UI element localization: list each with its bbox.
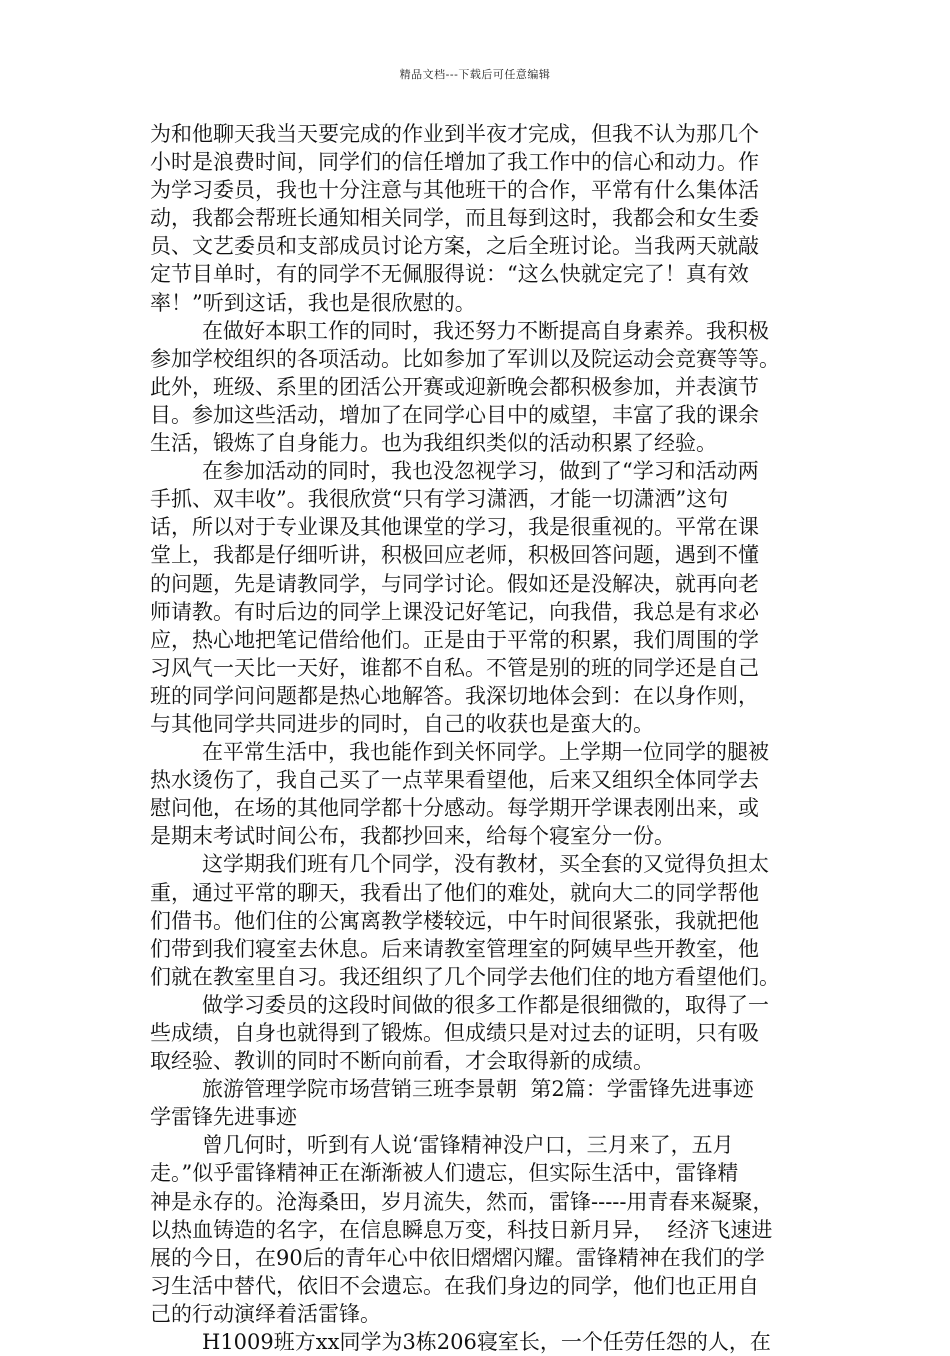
text-line: 为学习委员，我也十分注意与其他班干的合作，平常有什么集体活 [150, 178, 759, 203]
text-line: 师请教。有时后边的同学上课没记好笔记，向我借，我总是有求必 [150, 599, 759, 624]
document-body [150, 120, 810, 1356]
text-line: 为和他聊天我当天要完成的作业到半夜才完成，但我不认为那几个 [150, 122, 759, 146]
text-line: 们带到我们寝室去休息。后来请教室管理室的阿姨早些开教室，他 [150, 936, 759, 961]
text-line: 生活，锻炼了自身能力。也为我组织类似的活动积累了经验。 [150, 431, 717, 456]
text-line: 神是永存的。沧海桑田，岁月流失，然而，雷锋-----用青春来凝聚， [150, 1189, 774, 1214]
text-line: 这学期我们班有几个同学，没有教材，买全套的又觉得负担太 [202, 852, 769, 877]
text-line: 们借书。他们住的公寓离教学楼较远，中午时间很紧张，我就把他 [150, 908, 759, 933]
text-line: 堂上，我都是仔细听讲，积极回应老师，积极回答问题，遇到不懂 [150, 543, 759, 568]
text-line: 此外，班级、系里的团活公开赛或迎新晚会都积极参加，并表演节 [150, 374, 759, 399]
text-line: 的问题，先是请教同学，与同学讨论。假如还是没解决，就再向老 [150, 571, 759, 596]
text-line: 目。参加这些活动，增加了在同学心目中的威望，丰富了我的课余 [150, 402, 759, 427]
text-line: 在参加活动的同时，我也没忽视学习，做到了“学习和活动两 [202, 459, 759, 484]
text-line: 曾几何时，听到有人说‘雷锋精神没户口，三月来了，五月 [202, 1133, 734, 1158]
text-line: 话，所以对于专业课及其他课堂的学习，我是很重视的。平常在课 [150, 515, 759, 540]
text-line: 己的行动演绎着活雷锋。 [150, 1301, 381, 1326]
text-line: 是期末考试时间公布，我都抄回来，给每个寝室分一份。 [150, 824, 675, 849]
text-line: 习生活中替代，依旧不会遗忘。在我们身边的同学，他们也正用自 [150, 1273, 759, 1298]
text-line: 在平常生活中，我也能作到关怀同学。上学期一位同学的腿被 [202, 740, 769, 765]
text-line: 热水烫伤了，我自己买了一点苹果看望他，后来又组织全体同学去 [150, 768, 759, 793]
text-line: H1009班方xx同学为3栋206寝室长，一个任劳任怨的人，在 [202, 1330, 771, 1355]
text-line: 动，我都会帮班长通知相关同学，而且每到这时，我都会和女生委 [150, 206, 759, 231]
text-line: 以热血铸造的名字，在信息瞬息万变，科技日新月异， 经济飞速进 [150, 1217, 773, 1242]
text-line: 小时是浪费时间，同学们的信任增加了我工作中的信心和动力。作 [150, 150, 759, 175]
text-line: 做学习委员的这段时间做的很多工作都是很细微的，取得了一 [202, 992, 769, 1017]
text-line: 参加学校组织的各项活动。比如参加了军训以及院运动会竞赛等等。 [150, 346, 780, 371]
page-header: 精品文档---下载后可任意编辑 [399, 68, 551, 81]
text-line: 手抓、双丰收”。我很欣赏“只有学习潇洒，才能一切潇洒”这句 [150, 487, 729, 512]
text-line: 应，热心地把笔记借给他们。正是由于平常的积累，我们周围的学 [150, 627, 759, 652]
text-line: 们就在教室里自习。我还组织了几个同学去他们住的地方看望他们。 [150, 964, 780, 989]
text-line: 班的同学问问题都是热心地解答。我深切地体会到：在以身作则， [150, 683, 759, 708]
text-line: 习风气一天比一天好，谁都不自私。不管是别的班的同学还是自己 [150, 655, 759, 680]
text-line: 重，通过平常的聊天，我看出了他们的难处，就向大二的同学帮他 [150, 880, 759, 905]
text-line: 率！”听到这话，我也是很欣慰的。 [150, 290, 476, 315]
text-line: 定节目单时，有的同学不无佩服得说：“这么快就定完了！真有效 [150, 262, 749, 287]
text-line: 员、文艺委员和支部成员讨论方案，之后全班讨论。当我两天就敲 [150, 234, 759, 259]
text-line: 走。”似乎雷锋精神正在渐渐被人们遗忘，但实际生活中，雷锋精 [150, 1161, 739, 1186]
text-line: 与其他同学共同进步的同时，自己的收获也是蛮大的。 [150, 711, 654, 736]
text-line: 旅游管理学院市场营销三班李景朝 第2篇：学雷锋先进事迹 [202, 1077, 754, 1102]
text-line: 展的今日，在90后的青年心中依旧熠熠闪耀。雷锋精神在我们的学 [150, 1245, 765, 1270]
text-line: 些成绩，自身也就得到了锻炼。但成绩只是对过去的证明，只有吸 [150, 1021, 759, 1045]
text-line: 取经验、教训的同时不断向前看，才会取得新的成绩。 [150, 1049, 654, 1074]
text-line: 慰问他，在场的其他同学都十分感动。每学期开学课表刚出来，或 [150, 796, 759, 821]
text-line: 在做好本职工作的同时，我还努力不断提高自身素养。我积极 [202, 318, 769, 343]
text-line: 学雷锋先进事迹 [150, 1105, 297, 1130]
